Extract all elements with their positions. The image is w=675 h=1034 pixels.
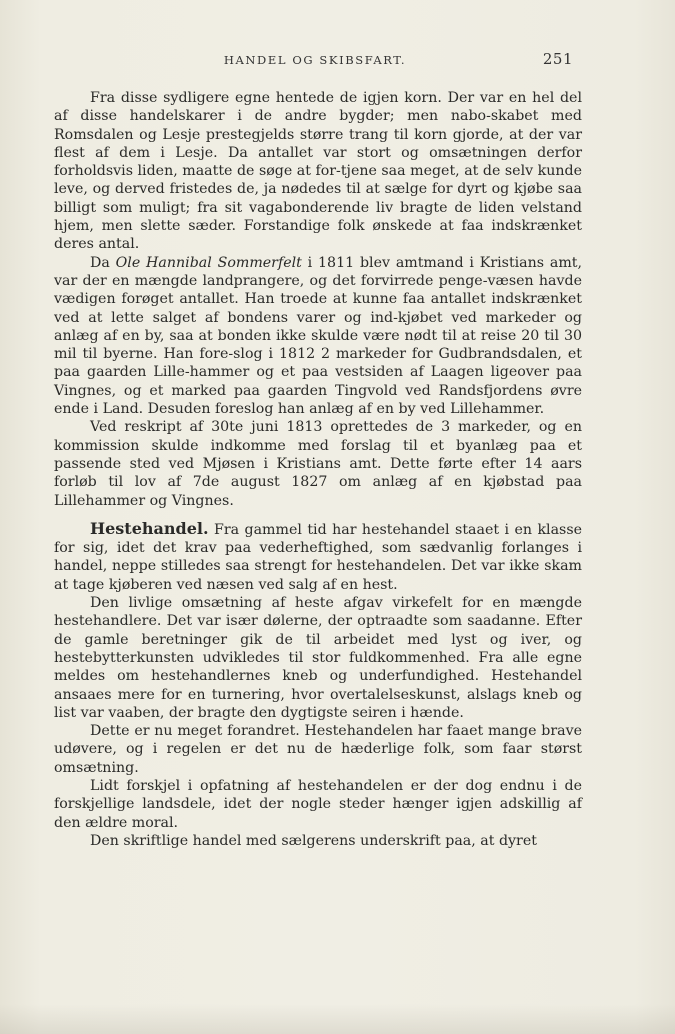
paragraph-6: Dette er nu meget forandret. Hestehandelen har faaet mange brave udøvere, og i regelen er det nu de hæderlige folk, som faar størst omsætning. [54,723,582,776]
paragraph-2 [54,254,582,419]
scan-shadow [0,1004,675,1034]
body-text [54,89,582,850]
paragraph-4 [54,520,582,594]
running-header [0,50,675,70]
section-heading: Hestehandel. [90,518,209,538]
paragraph-1: Fra disse sydligere egne hentede de igjen korn. Der var en hel del af disse handelskarer i de andre bygder; men nabo-skabet med Romsdalen og Lesje prestegjelds større trang til korn gjorde, at der var flest af dem i Lesje. Da antallet var stort og omsætningen derfor forholdsvis liden, maatte de søge at for-tjene saa meget, at de selv kunde leve, og derved fristedes de, ja nødedes til at sælge for dyrt og kjøbe saa billigt som muligt; fra sit vagabonderende liv bragte de liden velstand hjem, men slette sæder. Forstandige folk ønskede at faa indskrænket deres antal. [54,90,582,253]
running-title: HANDEL OG SKIBSFART. [223,53,407,67]
paragraph-5: Den livlige omsætning af heste afgav virkefelt for en mængde hestehandlere. Det var især dølerne, der optraadte som saadanne. Efter de gamle beretninger gik de til arbeidet med lyst og iver, og hestebytterkunsten udvikledes til stor fuldkommenhed. Fra alle egne meldes om hestehandlernes kneb og underfundighed. Hestehandel ansaaes mere for en turnering, hvor overtalelseskunst, alslags kneb og list var vaaben, der bragte den dygtigste seiren i hænde. [54,595,582,721]
paragraph-2-rest: i 1811 blev amtmand i Kristians amt, var der en mængde landprangere, og det forvirrede penge-væsen havde vædigen forøget antallet. Han troede at kunne faa antallet indskrænket ved at lette salget af bondens varer og ind-kjøbet ved markeder og anlæg af en by, saa at bonden ikke skulde være nødt til at reise 20 til 30 mil til byerne. Han fore-slog i 1812 2 markeder for Gudbrandsdalen, et paa gaarden Lille-hammer og et paa vestsiden af Laagen ligeover paa Vingnes, og et marked paa gaarden Tingvold ved Randsfjordens øvre ende i Land. Desuden foreslog han anlæg af en by ved Lillehammer. [54,254,583,418]
paragraph-4-body: Fra gammel tid har hestehandel staaet i en klasse for sig, idet det krav paa vederheftighed, som sædvanlig forlanges i handel, neppe stilledes saa strengt for hestehandelen. Det var ikke skam at tage kjøberen ved næsen ved salg af en hest. [54,521,582,593]
page-number: 251 [542,50,573,68]
paragraph-7: Lidt forskjel i opfatning af hestehandelen er der dog endnu i de forskjellige landsdele, idet der nogle steder hænger igjen adskillig af den ældre moral. [54,777,582,831]
paragraph-2-start: Da [90,254,116,271]
person-name: Ole Hannibal Sommerfelt [115,254,302,271]
paragraph-3: Ved reskript af 30te juni 1813 oprettedes de 3 markeder, og en kommission skulde indkomme med forslag til et byanlæg paa et passende sted ved Mjøsen i Kristians amt. Dette førte efter 14 aars forløb til lov af 7de august 1827 om anlæg af en kjøbstad paa Lillehammer og Vingnes. [54,419,582,509]
paragraph-8: Den skriftlige handel med sælgerens underskrift paa, at dyret [90,832,537,849]
